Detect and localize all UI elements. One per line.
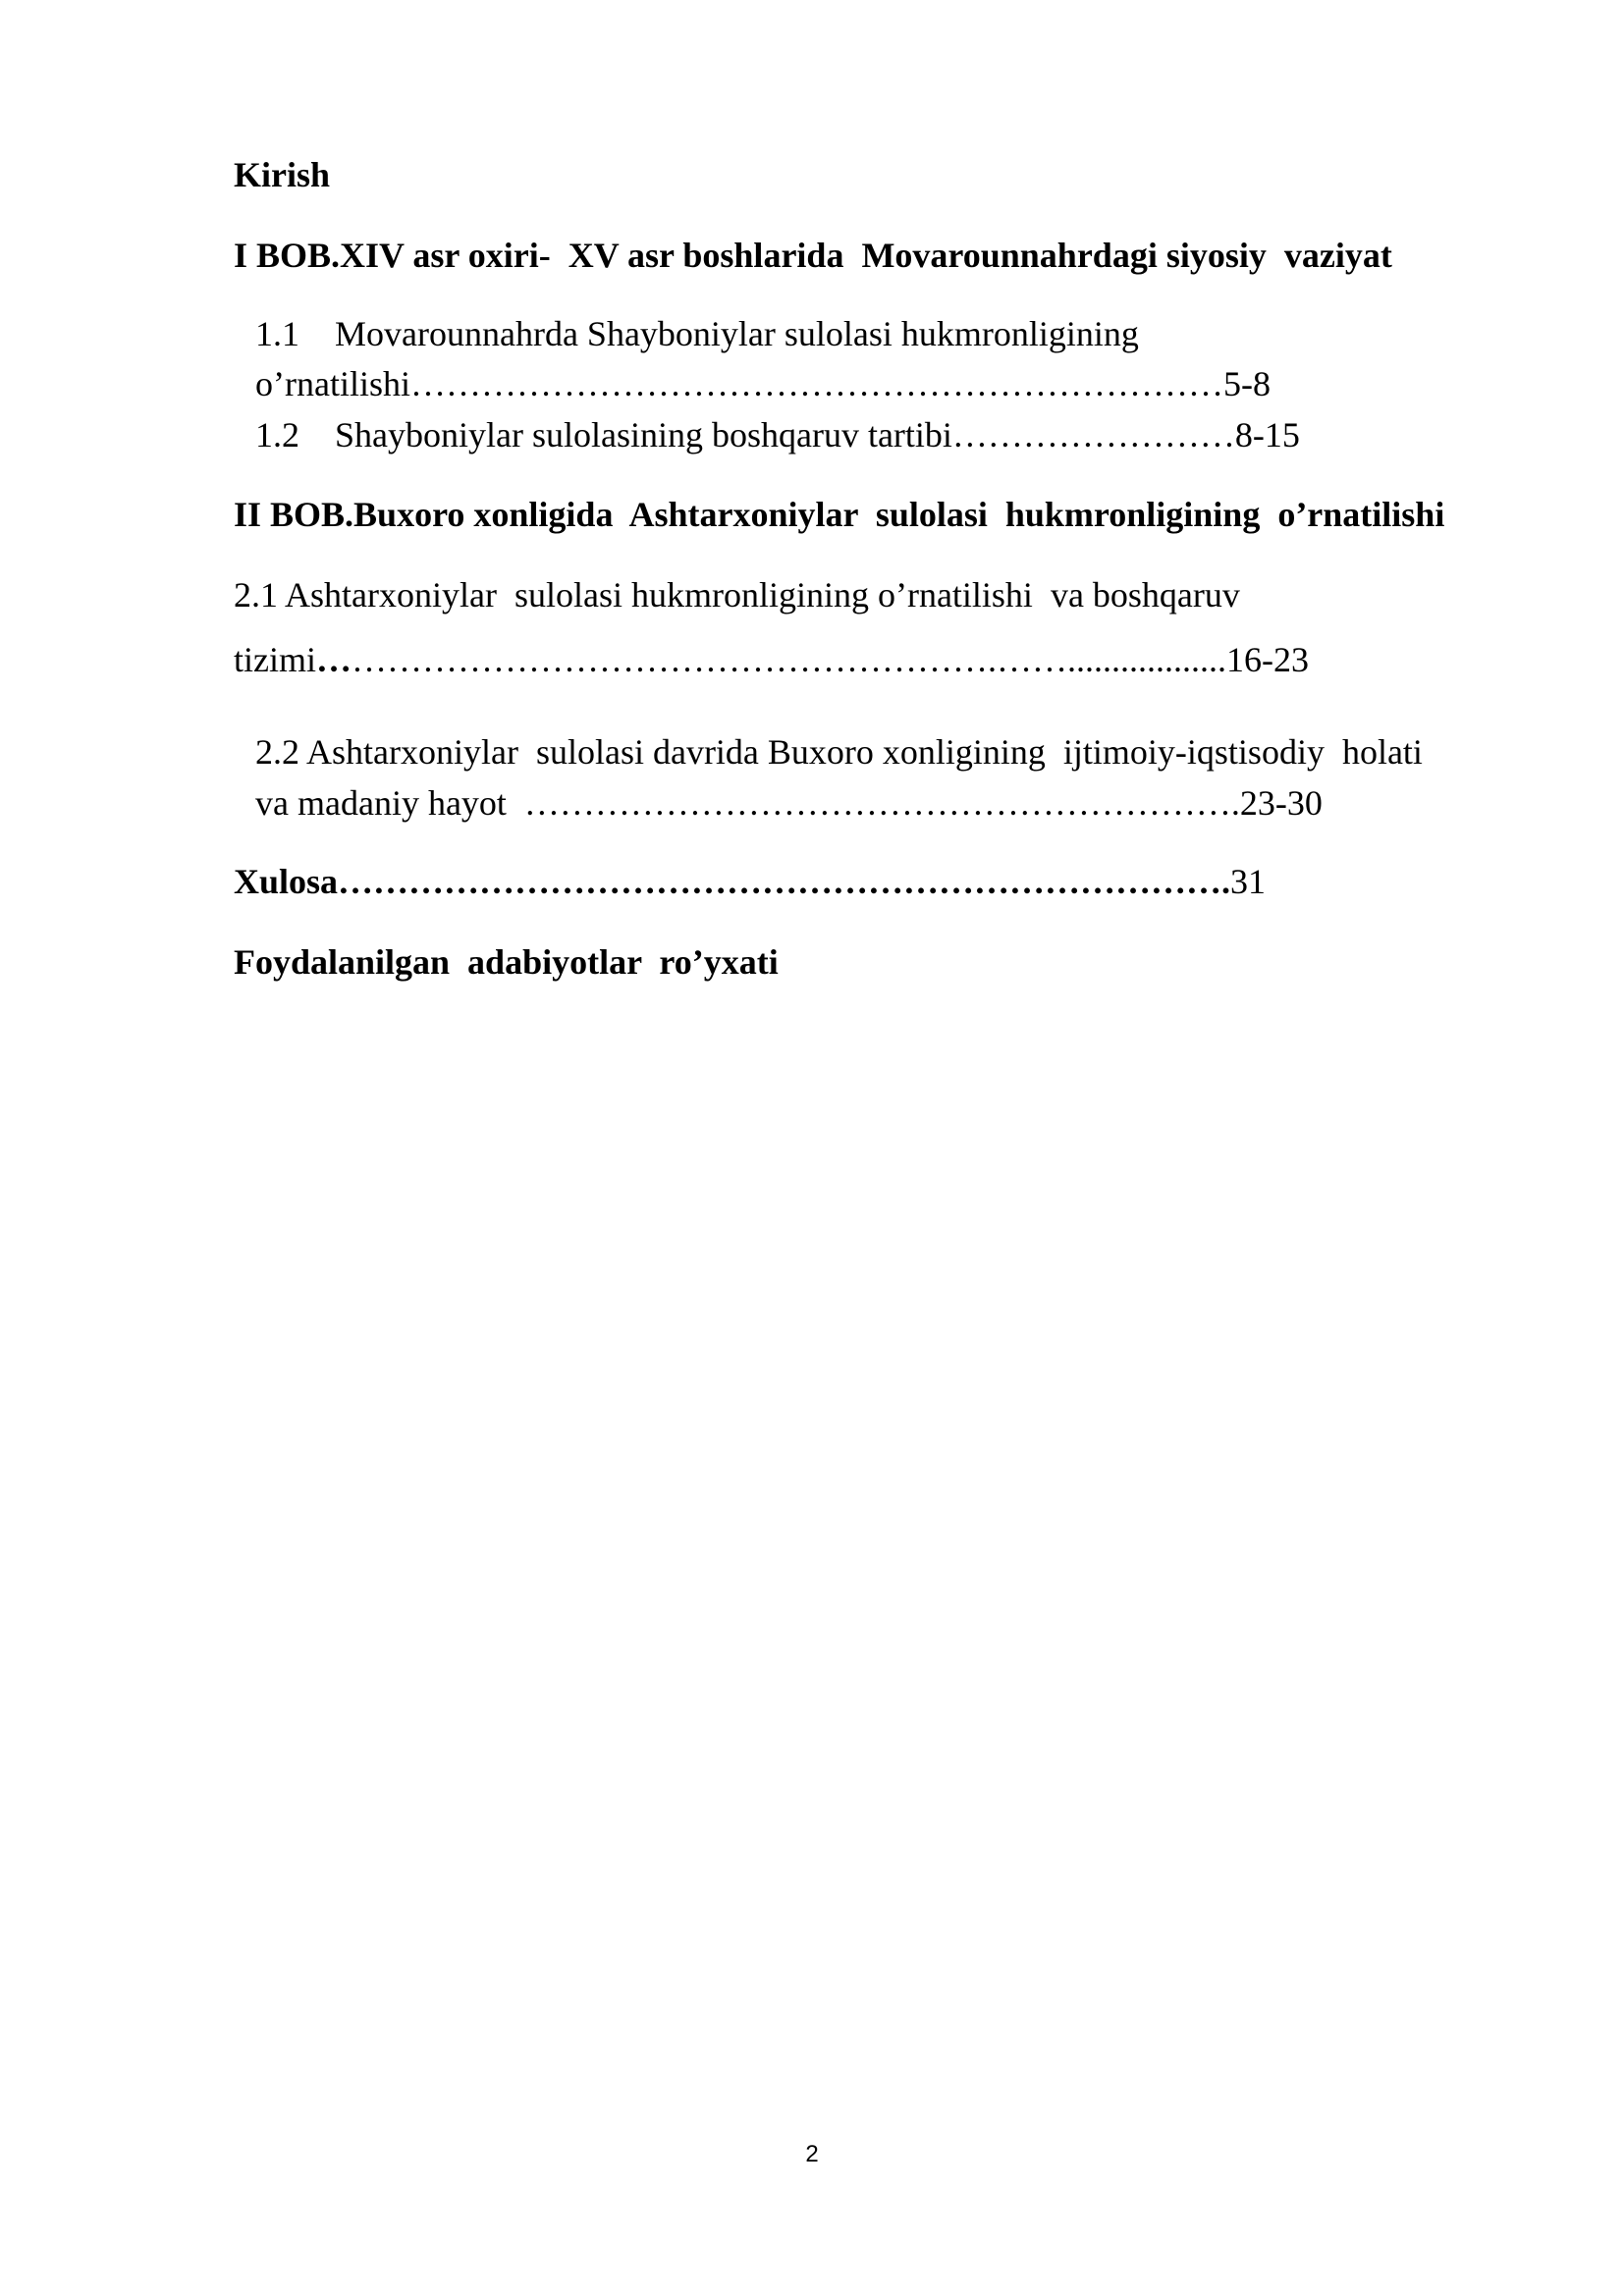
toc-chapter-1-title: I BOB.XIV asr oxiri- XV asr boshlarida Movarounnahrdagi siyosiy vaziyat — [234, 236, 1392, 275]
toc-section-2-1-line-2 — [234, 638, 1309, 681]
toc-references: Foydalanilgan adabiyotlar ro’yxati — [234, 942, 779, 982]
toc-chapter-2-title: II BOB.Buxoro xonligida Ashtarxoniylar sulolasi hukmronligining o’rnatilishi — [234, 495, 1445, 534]
toc-section-2-1-leader: ……………………………………………….……..................16-23 — [352, 640, 1309, 679]
toc-section-2-2-line-1: 2.2 Ashtarxoniylar sulolasi davrida Buxoro xonligining ijtimoiy-iqstisodiy holati — [255, 732, 1423, 772]
page-number: 2 — [805, 2141, 819, 2167]
toc-conclusion — [234, 860, 1266, 903]
toc-conclusion-label: Xulosa…………………………………………………………………. — [234, 862, 1231, 901]
toc-section-1-1-line-2: o’rnatilishi……………………………………………………………5-8 — [255, 364, 1271, 403]
toc-conclusion-page: 31 — [1230, 862, 1267, 901]
toc-section-2-1-bold-dots: … — [316, 640, 352, 679]
toc-section-2-1-line-1: 2.1 Ashtarxoniylar sulolasi hukmronligining o’rnatilishi va boshqaruv — [234, 575, 1240, 614]
toc-section-2-1-prefix: tizimi — [234, 640, 316, 679]
toc-intro: Kirish — [234, 155, 331, 194]
toc-section-2-2-line-2: va madaniy hayot …………………………………………………….23-30 — [255, 783, 1323, 823]
toc-section-1-1-line-1: 1.1 Movarounnahrda Shayboniylar sulolasi hukmronligining — [255, 314, 1139, 353]
toc-section-1-2: 1.2 Shayboniylar sulolasining boshqaruv tartibi……………………8-15 — [255, 415, 1300, 454]
